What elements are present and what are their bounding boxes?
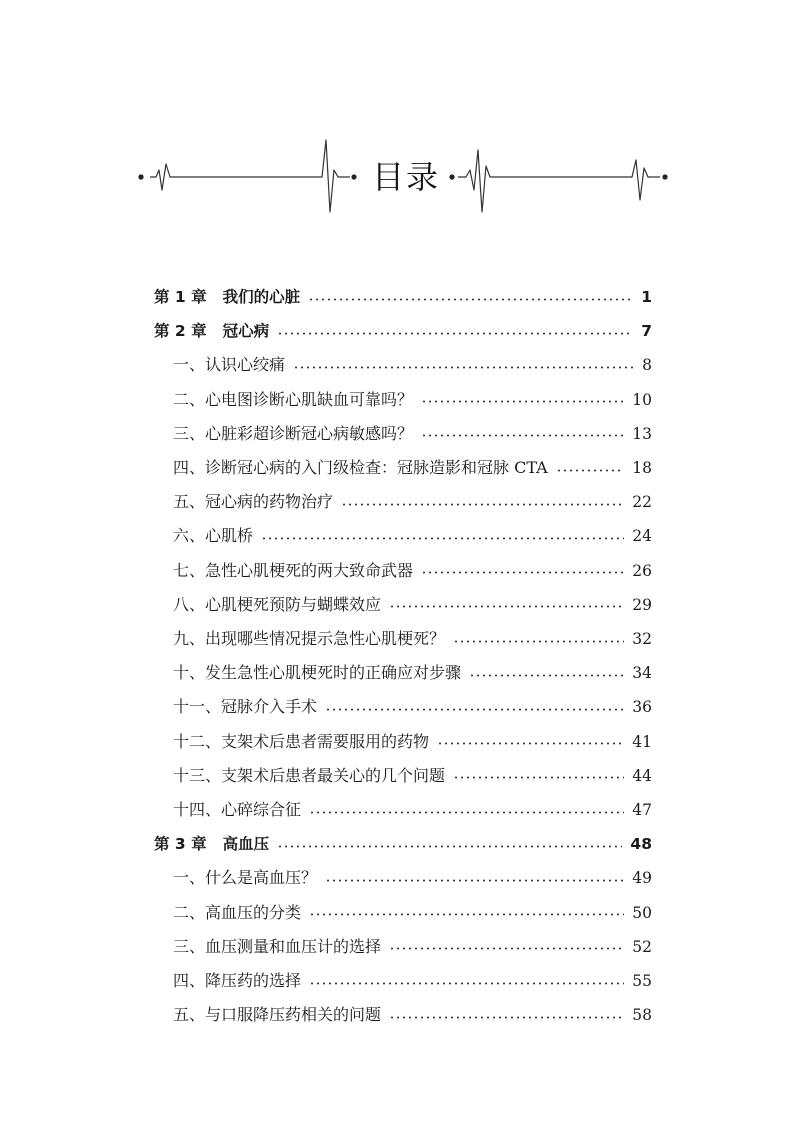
- entry-title: 我们的心脏: [222, 288, 301, 306]
- toc-entry-label: [154, 828, 269, 860]
- toc-entry-label: [173, 349, 285, 381]
- toc-section-entry[interactable]: [173, 726, 652, 758]
- entry-title: 十二、支架术后患者需要服用的药物: [173, 731, 430, 751]
- toc-section-entry[interactable]: [173, 349, 652, 381]
- toc-section-entry[interactable]: [173, 657, 652, 689]
- entry-title: 五、与口服降压药相关的问题: [173, 1005, 382, 1025]
- entry-title: 二、高血压的分类: [173, 902, 302, 922]
- page-number: 10: [632, 390, 652, 409]
- toc-entry-label: [173, 931, 381, 963]
- page-number: 50: [632, 903, 652, 922]
- page-number: 44: [632, 766, 652, 785]
- dot-leader: [277, 844, 622, 848]
- toc-entry-label: [173, 862, 317, 894]
- page-number: 13: [632, 424, 652, 443]
- toc-entry-label: [173, 794, 301, 826]
- dot-leader: [309, 913, 624, 917]
- toc-entry-label: [154, 315, 269, 347]
- page-number: 41: [632, 732, 652, 751]
- entry-title: 十三、支架术后患者最关心的几个问题: [173, 765, 446, 785]
- toc-section-entry[interactable]: [173, 760, 652, 792]
- toc-section-entry[interactable]: [173, 555, 652, 587]
- chapter-number: 第 3 章: [154, 835, 207, 854]
- toc-section-entry[interactable]: [173, 999, 652, 1031]
- dot-leader: [437, 742, 624, 746]
- dot-leader: [325, 878, 624, 882]
- toc-entry-label: [173, 384, 413, 416]
- toc-section-entry[interactable]: [173, 862, 652, 894]
- entry-title: 四、降压药的选择: [173, 971, 302, 990]
- toc-entry-label: [173, 897, 301, 929]
- page-number: 18: [632, 459, 652, 477]
- page-number: 29: [632, 595, 652, 614]
- toc-section-entry[interactable]: [173, 418, 652, 450]
- dot-leader: [325, 707, 624, 711]
- toc-entry-label: [173, 452, 548, 484]
- toc-chapter-entry[interactable]: [154, 828, 652, 860]
- chapter-number: 第 1 章: [154, 288, 207, 306]
- dot-leader: [453, 776, 624, 780]
- toc-section-entry[interactable]: [173, 965, 652, 997]
- dot-leader: [309, 981, 624, 985]
- toc-section-entry[interactable]: [173, 589, 652, 621]
- page-number: 7: [641, 322, 652, 341]
- entry-title: 十四、心碎综合征: [173, 800, 302, 819]
- toc-section-entry[interactable]: [173, 691, 652, 723]
- toc-chapter-entry[interactable]: [154, 281, 652, 313]
- toc-entry-label: [173, 726, 429, 758]
- entry-title: 八、心肌梗死预防与蝴蝶效应: [173, 594, 382, 614]
- toc-section-entry[interactable]: [173, 486, 652, 518]
- page-number: 58: [632, 1006, 652, 1025]
- toc-section-entry[interactable]: [173, 520, 652, 552]
- page-number: 26: [632, 561, 652, 580]
- page-number: 36: [632, 698, 652, 717]
- dot-leader: [389, 1015, 624, 1019]
- page-number: 47: [632, 801, 652, 819]
- entry-title: 五、冠心病的药物治疗: [173, 492, 334, 512]
- toc-entry-label: [173, 999, 381, 1031]
- entry-title: 十、发生急性心肌梗死时的正确应对步骤: [173, 663, 462, 683]
- page-number: 48: [630, 835, 652, 854]
- toc-entry-label: [173, 555, 413, 587]
- page-title: 目录: [371, 158, 440, 196]
- toc-entry-label: [173, 691, 317, 723]
- chapter-number: 第 2 章: [154, 322, 207, 341]
- toc-chapter-entry[interactable]: [154, 315, 652, 347]
- toc-section-entry[interactable]: [173, 623, 652, 655]
- toc-entry-label: [173, 623, 445, 655]
- entry-title: 三、心脏彩超诊断冠心病敏感吗？: [173, 423, 414, 443]
- dot-leader: [308, 297, 633, 301]
- page-number: 8: [642, 356, 652, 375]
- toc-section-entry[interactable]: [173, 384, 652, 416]
- dot-leader: [421, 434, 624, 438]
- entry-title: 十一、冠脉介入手术: [173, 697, 318, 717]
- toc-section-entry[interactable]: [173, 931, 652, 963]
- entry-title: 一、什么是高血压？: [173, 868, 318, 888]
- dot-leader: [421, 400, 624, 404]
- toc-entry-label: [173, 657, 461, 689]
- page-number: 49: [632, 869, 652, 888]
- dot-leader: [389, 947, 624, 951]
- dot-leader: [556, 468, 625, 472]
- page-number: 1: [641, 288, 652, 306]
- page-number: 52: [632, 937, 652, 956]
- dot-leader: [421, 571, 624, 575]
- entry-title: 七、急性心肌梗死的两大致命武器: [173, 560, 414, 580]
- entry-title: 二、心电图诊断心肌缺血可靠吗？: [173, 389, 414, 409]
- toc-section-entry[interactable]: [173, 794, 652, 826]
- dot-leader: [277, 331, 633, 335]
- dot-leader: [293, 365, 634, 369]
- toc-entry-label: [173, 520, 253, 552]
- page-number: 32: [632, 630, 652, 648]
- entry-title: 高血压: [222, 835, 270, 854]
- toc-section-entry[interactable]: [173, 452, 652, 484]
- entry-title: 四、诊断冠心病的入门级检查：冠脉造影和冠脉 CTA: [173, 458, 548, 477]
- toc-entry-label: [154, 281, 300, 313]
- toc-entry-label: [173, 965, 301, 997]
- dot-leader: [309, 810, 624, 814]
- page-number: 24: [632, 527, 652, 546]
- page-number: 34: [632, 664, 652, 683]
- dot-leader: [453, 639, 624, 643]
- toc-entry-label: [173, 418, 413, 450]
- dot-leader: [261, 536, 624, 540]
- entry-title: 冠心病: [222, 322, 270, 341]
- page-number: 55: [632, 972, 652, 990]
- entry-title: 一、认识心绞痛: [173, 355, 286, 375]
- dot-leader: [469, 673, 624, 677]
- dot-leader: [341, 502, 624, 506]
- toc-section-entry[interactable]: [173, 897, 652, 929]
- entry-title: 六、心肌桥: [173, 526, 254, 546]
- entry-title: 三、血压测量和血压计的选择: [173, 936, 382, 956]
- toc-entry-label: [173, 760, 445, 792]
- dot-leader: [389, 605, 624, 609]
- toc-header: [0, 0, 800, 230]
- toc-entry-label: [173, 589, 381, 621]
- entry-title: 九、出现哪些情况提示急性心肌梗死？: [173, 629, 446, 648]
- page-number: 22: [632, 493, 652, 512]
- toc-entry-label: [173, 486, 333, 518]
